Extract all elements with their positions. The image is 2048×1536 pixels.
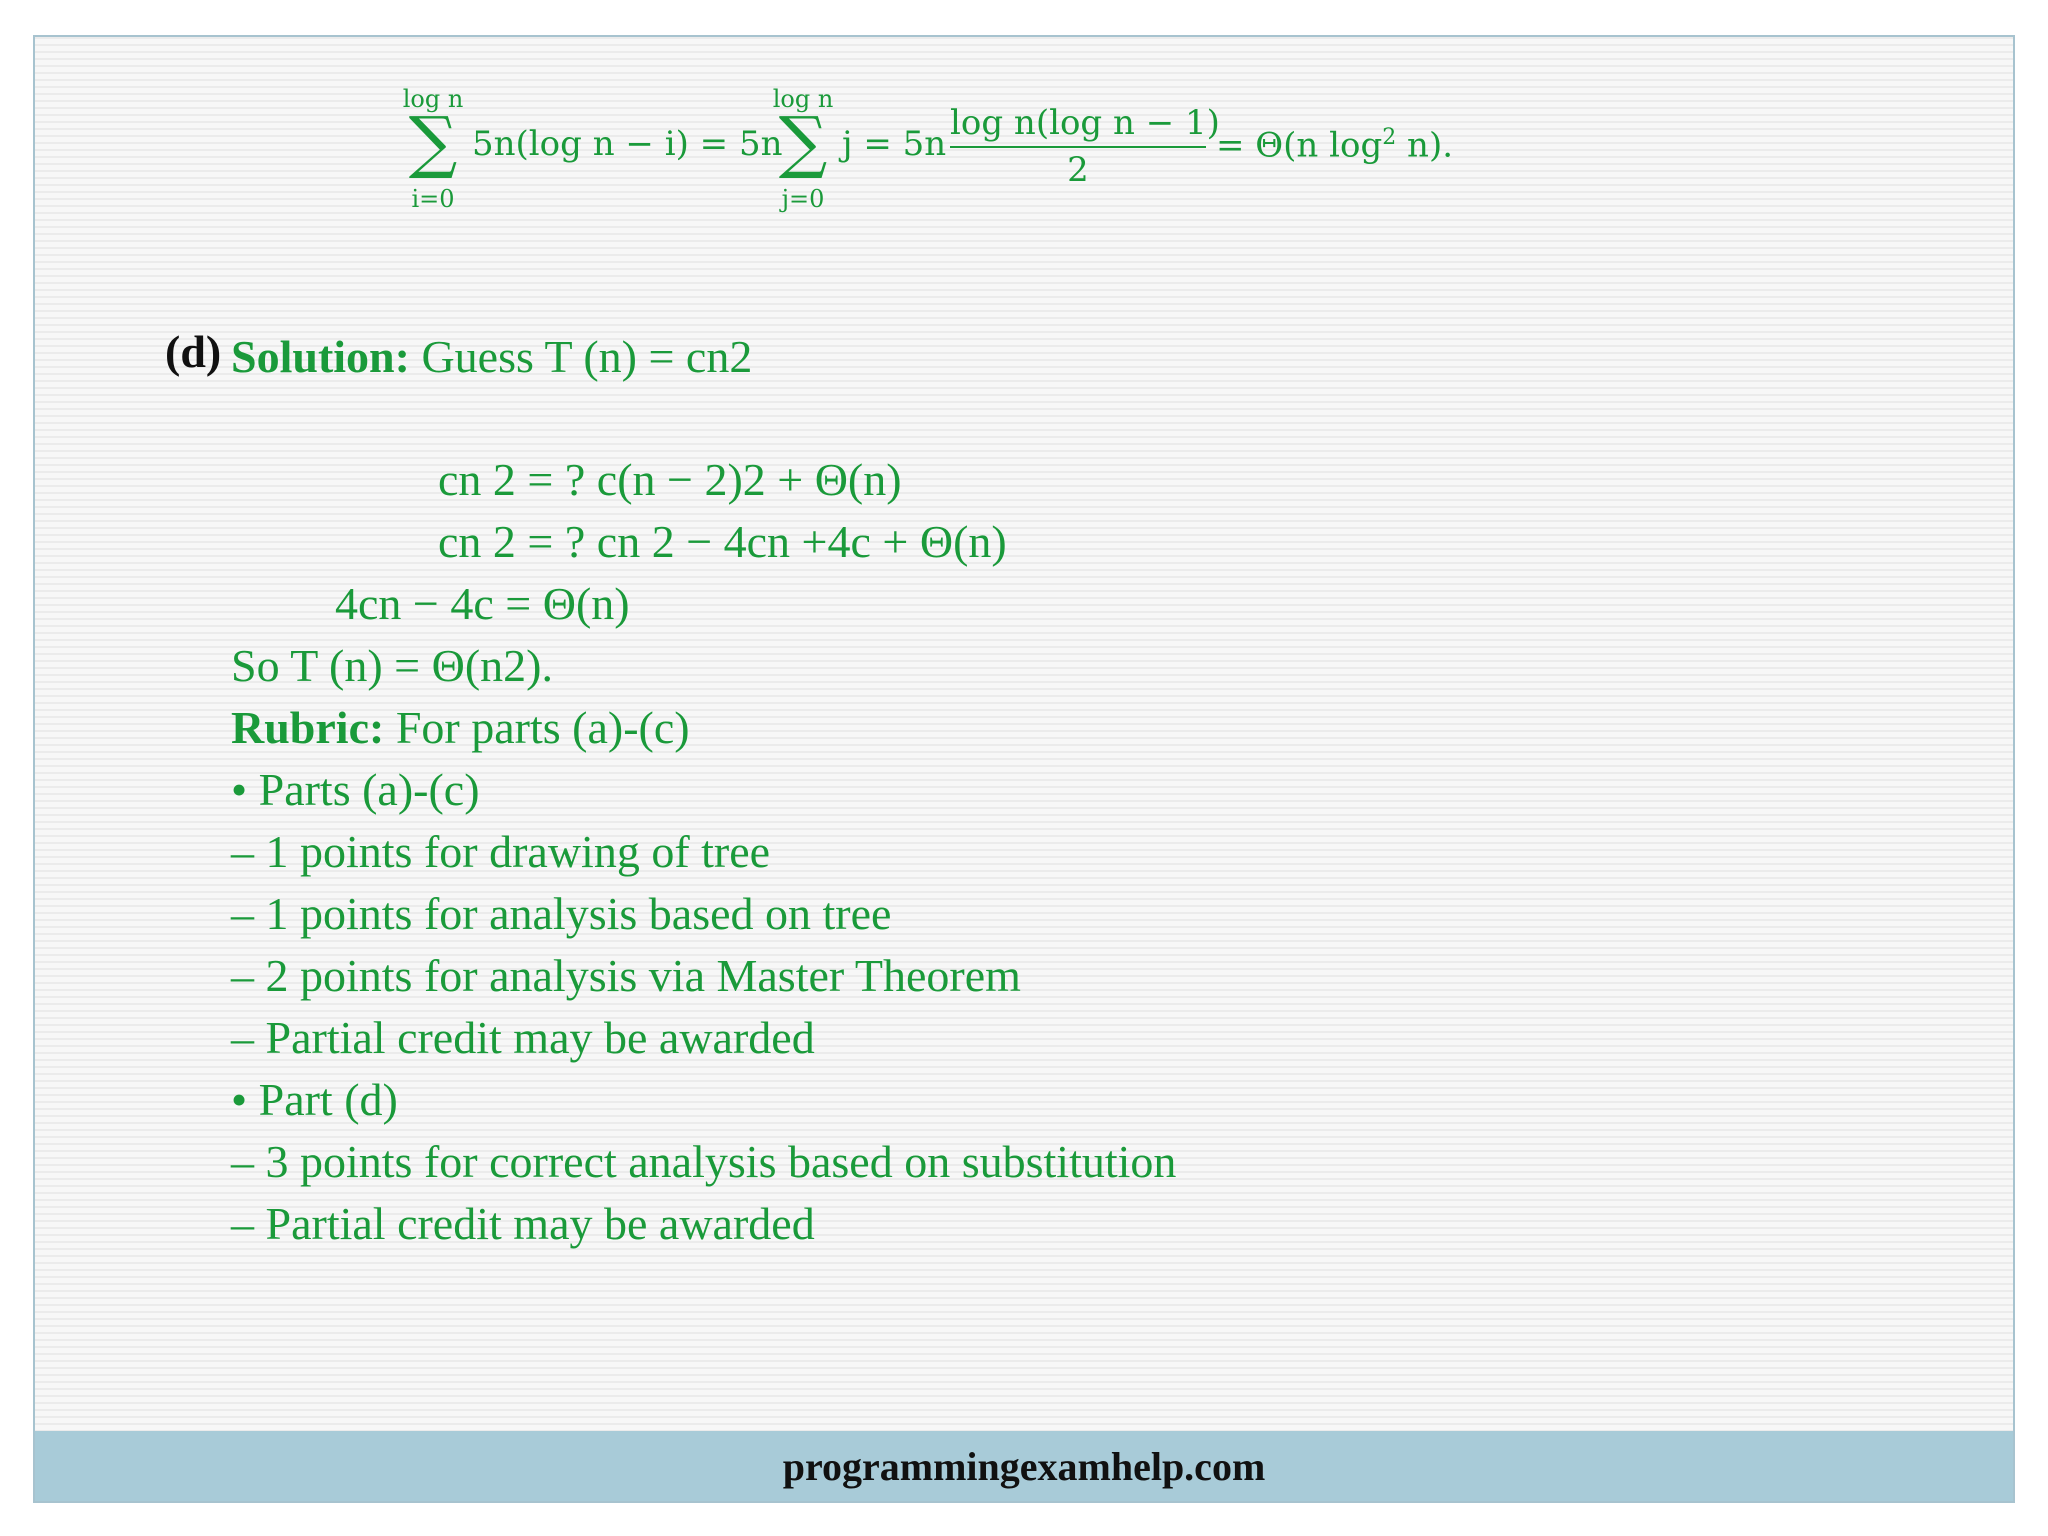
footer-bar: [35, 1431, 2013, 1501]
solution-step-3: 4cn − 4c = Θ(n): [335, 578, 630, 629]
rubric-item: – Partial credit may be awarded: [231, 1012, 815, 1063]
fraction-bar: [950, 146, 1206, 148]
rubric-line: [231, 702, 690, 753]
sum1-upper-limit: log n: [402, 85, 464, 113]
formula-term-1: 5n(log n − i) = 5n: [472, 124, 783, 164]
slide: [33, 35, 2015, 1503]
rubric-item: – 1 points for analysis based on tree: [231, 888, 892, 939]
fraction-numerator: log n(log n − 1): [950, 103, 1220, 143]
rubric-label: Rubric:: [231, 702, 385, 753]
formula-result: [1216, 125, 1454, 166]
sigma-symbol: ∑: [408, 103, 458, 182]
solution-step-1: cn 2 = ? c(n − 2)2 + Θ(n): [438, 454, 902, 505]
rubric-item: – 3 points for correct analysis based on substitution: [231, 1136, 1177, 1187]
solution-conclusion: So T (n) = Θ(n2).: [231, 640, 553, 691]
sum2-lower-limit: j=0: [781, 185, 825, 213]
rubric-item: – 2 points for analysis via Master Theorem: [231, 950, 1021, 1001]
solution-step-2: cn 2 = ? cn 2 − 4cn +4c + Θ(n): [438, 516, 1007, 567]
solution-label: Solution:: [231, 331, 410, 382]
sigma-symbol: ∑: [778, 103, 828, 182]
formula-fraction: [950, 103, 1220, 191]
rubric-item: • Part (d): [231, 1074, 398, 1125]
solution-text: Guess T (n) = cn2: [409, 331, 753, 382]
part-label: (d): [165, 326, 222, 377]
sum2-upper-limit: log n: [772, 85, 834, 113]
footer-website-text: programmingexamhelp.com: [782, 1443, 1266, 1489]
rubric-text: For parts (a)-(c): [384, 702, 690, 753]
formula-term-2: j = 5n: [842, 124, 947, 164]
rubric-item: – Partial credit may be awarded: [231, 1198, 815, 1249]
rubric-item: – 1 points for drawing of tree: [231, 826, 771, 877]
rubric-item: • Parts (a)-(c): [231, 764, 480, 815]
result-prefix: = Θ(n log: [1216, 125, 1383, 166]
sum1-lower-limit: i=0: [411, 185, 455, 213]
solution-line: [231, 331, 753, 382]
fraction-denominator: 2: [1067, 149, 1089, 190]
result-suffix: n).: [1396, 125, 1454, 166]
result-exponent: 2: [1382, 125, 1397, 150]
